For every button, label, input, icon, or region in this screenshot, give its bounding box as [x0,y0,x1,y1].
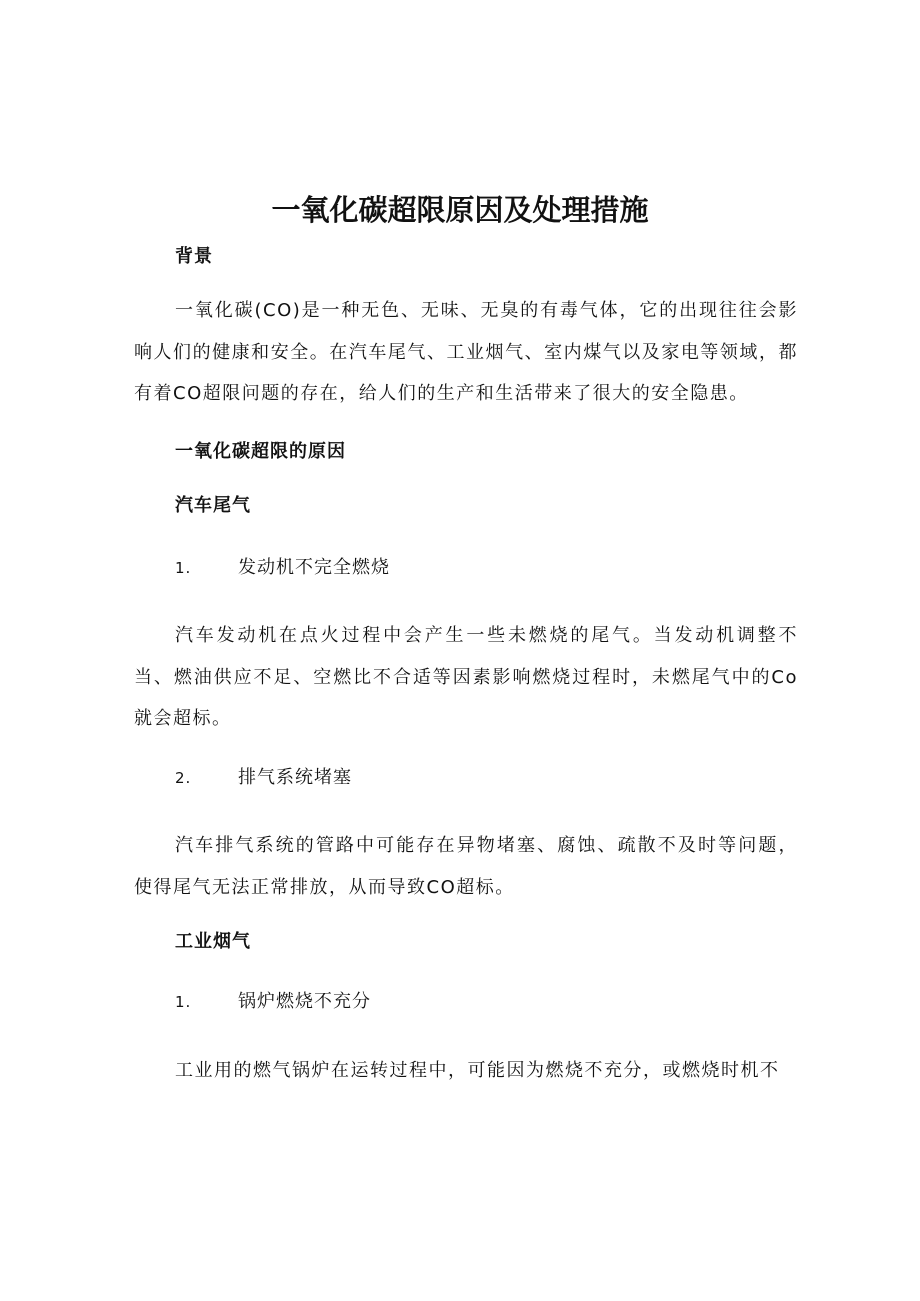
list-label: 排气系统堵塞 [238,767,352,788]
list-number: 1. [175,559,192,577]
paragraph-boiler-combustion: 工业用的燃气锅炉在运转过程中，可能因为燃烧不充分，或燃烧时机不 [175,1060,780,1081]
section-heading-background: 背景 [175,246,213,267]
subsection-heading-car-exhaust: 汽车尾气 [175,495,251,516]
section-heading-causes: 一氧化碳超限的原因 [175,441,346,462]
list-item-engine-incomplete-combustion [175,556,390,580]
list-number: 2. [175,769,192,787]
list-item-exhaust-blockage [175,766,352,790]
document-title: 一氧化碳超限原因及处理措施 [271,193,649,227]
paragraph-exhaust-blockage: 汽车排气系统的管路中可能存在异物堵塞、腐蚀、疏散不及时等问题，使得尾气无法正常排放，从而导致CO超标。 [134,835,798,898]
subsection-heading-industrial-smoke: 工业烟气 [175,931,251,952]
list-item-boiler-combustion [175,990,371,1014]
paragraph-engine-incomplete-combustion: 汽车发动机在点火过程中会产生一些未燃烧的尾气。当发动机调整不当、燃油供应不足、空燃比不合适等因素影响燃烧过程时，未燃尾气中的Co就会超标。 [134,625,798,729]
paragraph-background: 一氧化碳(CO)是一种无色、无味、无臭的有毒气体，它的出现往往会影响人们的健康和安全。在汽车尾气、工业烟气、室内煤气以及家电等领域，都有着CO超限问题的存在，给人们的生产和生活带来了很大的安全隐患。 [134,300,798,404]
list-label: 发动机不完全燃烧 [238,557,390,578]
list-number: 1. [175,993,192,1011]
list-label: 锅炉燃烧不充分 [238,991,371,1012]
